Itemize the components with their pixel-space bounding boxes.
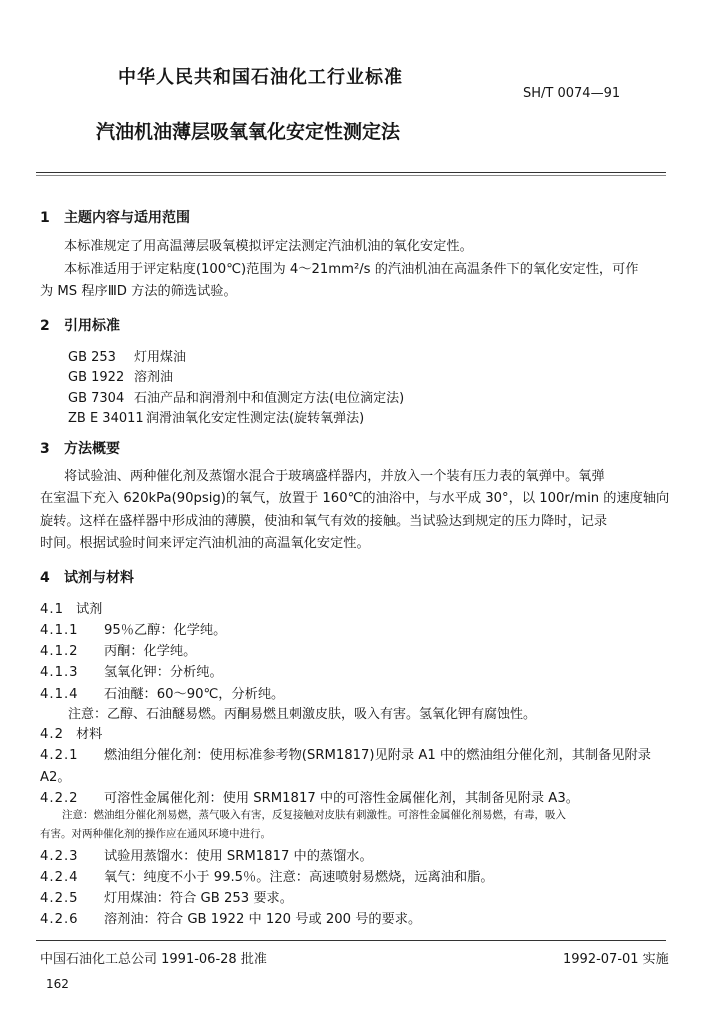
clause-text: 燃油组分催化剂：使用标准参考物(SRM1817)见附录 A1 中的燃油组分催化剂，其制备见附录 bbox=[104, 748, 651, 763]
subsection-label: 材料 bbox=[76, 727, 103, 742]
section-1-paragraph-2-line-1: 本标准适用于评定粘度(100℃)范围为 4～21mm²/s 的汽油机油在高温条件下的氧化安定性，可作 bbox=[64, 262, 639, 277]
reference-item bbox=[68, 346, 186, 365]
caution-note-4-2-line-2: 有害。对两种催化剂的操作应在通风环境中进行。 bbox=[40, 828, 271, 840]
clause-number: 4.2.2 bbox=[40, 791, 79, 806]
reference-title: 石油产品和润滑剂中和值测定方法(电位滴定法) bbox=[134, 391, 405, 406]
subsection-number: 4.1 bbox=[40, 602, 64, 617]
clause-number: 4.2.5 bbox=[40, 891, 79, 906]
clause-number: 4.1.2 bbox=[40, 644, 79, 659]
clause-4-2-2 bbox=[40, 787, 579, 806]
subsection-4-2 bbox=[40, 723, 102, 742]
clause-number: 4.2.1 bbox=[40, 748, 79, 763]
section-3-line-2: 在室温下充入 620kPa(90psig)的氧气，放置于 160℃的油浴中，与水平成 30°，以 100r/min 的速度轴向 bbox=[40, 491, 670, 506]
subsection-4-1 bbox=[40, 598, 102, 617]
clause-text: 氢氧化钾：分析纯。 bbox=[104, 665, 223, 680]
reference-item bbox=[68, 407, 364, 426]
clause-number: 4.1.4 bbox=[40, 687, 79, 702]
section-1-paragraph-2-line-2: 为 MS 程序ⅢD 方法的筛选试验。 bbox=[40, 284, 237, 299]
caution-note-4-1: 注意：乙醇、石油醚易燃。丙酮易燃且刺激皮肤，吸入有害。氢氧化钾有腐蚀性。 bbox=[68, 707, 537, 722]
clause-number: 4.1.3 bbox=[40, 665, 79, 680]
header-rule-secondary bbox=[36, 175, 666, 176]
document-title: 汽油机油薄层吸氧氧化安定性测定法 bbox=[96, 121, 401, 143]
subsection-label: 试剂 bbox=[76, 602, 103, 617]
clause-number: 4.1.1 bbox=[40, 623, 79, 638]
footer-rule bbox=[36, 940, 666, 941]
clause-text: 可溶性金属催化剂：使用 SRM1817 中的可溶性金属催化剂，其制备见附录 A3。 bbox=[104, 791, 579, 806]
reference-item bbox=[68, 366, 173, 385]
clause-text: 石油醚：60～90℃，分析纯。 bbox=[104, 687, 285, 702]
section-number: 1 bbox=[40, 210, 50, 226]
reference-code: GB 7304 bbox=[68, 391, 125, 406]
clause-4-2-1-continuation: A2。 bbox=[40, 770, 71, 785]
reference-code: GB 253 bbox=[68, 350, 116, 365]
clause-4-2-3 bbox=[40, 845, 373, 864]
approval-line: 中国石油化工总公司 1991-06-28 批准 bbox=[40, 952, 267, 967]
clause-number: 4.2.4 bbox=[40, 870, 79, 885]
section-1-heading bbox=[40, 207, 190, 227]
section-number: 3 bbox=[40, 441, 50, 457]
clause-4-1-2 bbox=[40, 640, 196, 659]
section-number: 2 bbox=[40, 318, 50, 334]
section-title: 方法概要 bbox=[64, 441, 120, 457]
reference-code: ZB E 34011 bbox=[68, 411, 144, 426]
clause-4-1-1 bbox=[40, 619, 226, 638]
clause-text: 95％乙醇：化学纯。 bbox=[104, 623, 227, 638]
section-2-heading bbox=[40, 315, 120, 335]
section-title: 试剂与材料 bbox=[64, 570, 134, 586]
header-rule bbox=[36, 172, 666, 173]
section-3-heading bbox=[40, 438, 120, 458]
clause-text: 丙酮：化学纯。 bbox=[104, 644, 197, 659]
implementation-date: 1992-07-01 实施 bbox=[563, 952, 669, 967]
reference-title: 润滑油氧化安定性测定法(旋转氧弹法) bbox=[146, 411, 365, 426]
section-3-line-3: 旋转。这样在盛样器中形成油的薄膜，使油和氧气有效的接触。当试验达到规定的压力降时，记录 bbox=[40, 514, 608, 529]
clause-text: 灯用煤油：符合 GB 253 要求。 bbox=[104, 891, 293, 906]
clause-4-2-4 bbox=[40, 866, 494, 885]
section-number: 4 bbox=[40, 570, 50, 586]
section-3-line-4: 时间。根据试验时间来评定汽油机油的高温氧化安定性。 bbox=[40, 536, 370, 551]
clause-text: 试验用蒸馏水：使用 SRM1817 中的蒸馏水。 bbox=[104, 849, 373, 864]
reference-code: GB 1922 bbox=[68, 370, 125, 385]
reference-title: 溶剂油 bbox=[134, 370, 174, 385]
clause-number: 4.2.3 bbox=[40, 849, 79, 864]
reference-item bbox=[68, 387, 404, 406]
clause-text: 氧气：纯度不小于 99.5％。注意：高速喷射易燃烧，远离油和脂。 bbox=[104, 870, 494, 885]
reference-title: 灯用煤油 bbox=[134, 350, 187, 365]
clause-4-1-3 bbox=[40, 661, 223, 680]
section-3-line-1: 将试验油、两种催化剂及蒸馏水混合于玻璃盛样器内，并放入一个装有压力表的氧弹中。氧弹 bbox=[64, 469, 605, 484]
section-1-paragraph-1: 本标准规定了用高温薄层吸氧模拟评定法测定汽油机油的氧化安定性。 bbox=[64, 239, 473, 254]
page-number: 162 bbox=[46, 977, 69, 991]
section-4-heading bbox=[40, 567, 134, 587]
clause-4-2-5 bbox=[40, 887, 293, 906]
subsection-number: 4.2 bbox=[40, 727, 64, 742]
document-number: SH/T 0074—91 bbox=[523, 86, 621, 101]
clause-4-1-4 bbox=[40, 683, 284, 702]
section-title: 主题内容与适用范围 bbox=[64, 210, 190, 226]
clause-number: 4.2.6 bbox=[40, 912, 79, 927]
section-title: 引用标准 bbox=[64, 318, 120, 334]
clause-4-2-1 bbox=[40, 744, 651, 763]
clause-text: 溶剂油：符合 GB 1922 中 120 号或 200 号的要求。 bbox=[104, 912, 422, 927]
clause-4-2-6 bbox=[40, 908, 421, 927]
issuing-authority: 中华人民共和国石油化工行业标准 bbox=[118, 67, 403, 88]
caution-note-4-2-line-1: 注意：燃油组分催化剂易燃，蒸气吸入有害，反复接触对皮肤有刺激性。可溶性金属催化剂易燃，有毒，吸入 bbox=[62, 809, 566, 821]
